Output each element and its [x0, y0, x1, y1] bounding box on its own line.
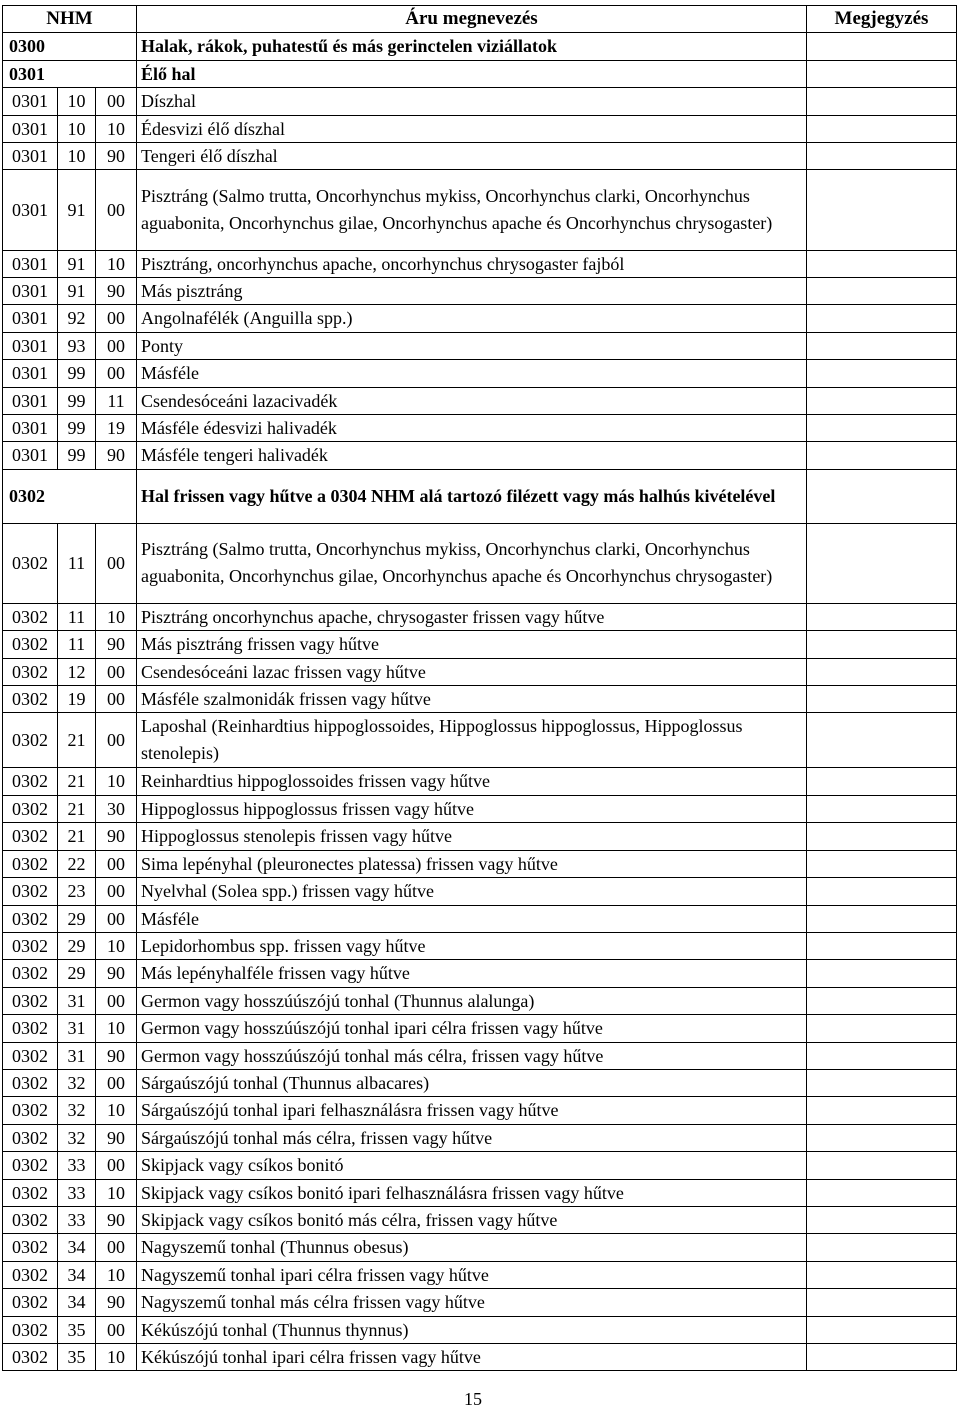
item-note: [807, 1015, 957, 1042]
nhm-code-detail: 10: [96, 250, 137, 277]
table-row: [3, 795, 957, 822]
item-description: Más lepényhalféle frissen vagy hűtve: [137, 960, 807, 987]
nhm-code-sub: 32: [58, 1097, 96, 1124]
nhm-code-head: 0302: [3, 1015, 58, 1042]
nhm-table: [2, 5, 957, 1371]
nhm-code-detail: 00: [96, 713, 137, 768]
table-row: [3, 1316, 957, 1343]
item-note: [807, 686, 957, 713]
nhm-code-sub: 29: [58, 905, 96, 932]
item-description: Germon vagy hosszúúszójú tonhal ipari célra frissen vagy hűtve: [137, 1015, 807, 1042]
nhm-code-sub: 12: [58, 658, 96, 685]
nhm-code-head: 0302: [3, 878, 58, 905]
table-row: [3, 850, 957, 877]
nhm-code-detail: 00: [96, 1152, 137, 1179]
nhm-code-sub: 33: [58, 1152, 96, 1179]
nhm-code-head: 0302: [3, 686, 58, 713]
nhm-code-head: 0302: [3, 960, 58, 987]
nhm-code-sub: 35: [58, 1316, 96, 1343]
nhm-code-detail: 00: [96, 1234, 137, 1261]
item-note: [807, 1206, 957, 1233]
item-description: Más pisztráng frissen vagy hűtve: [137, 631, 807, 658]
nhm-code-detail: 90: [96, 960, 137, 987]
nhm-code-detail: 00: [96, 987, 137, 1014]
nhm-code-sub: 34: [58, 1289, 96, 1316]
item-description: Nagyszemű tonhal (Thunnus obesus): [137, 1234, 807, 1261]
item-note: [807, 1261, 957, 1288]
nhm-code: 0301: [3, 60, 137, 87]
nhm-code-sub: 92: [58, 305, 96, 332]
item-description: Halak, rákok, puhatestű és más gerinctelen viziállatok: [137, 33, 807, 60]
nhm-code-sub: 29: [58, 932, 96, 959]
table-body: [3, 33, 957, 1371]
nhm-code-head: 0302: [3, 1344, 58, 1371]
header-description: Áru megnevezés: [137, 6, 807, 33]
nhm-code-head: 0302: [3, 795, 58, 822]
item-description: Nagyszemű tonhal más célra frissen vagy hűtve: [137, 1289, 807, 1316]
nhm-code-detail: 00: [96, 658, 137, 685]
nhm-code-head: 0301: [3, 88, 58, 115]
item-description: Édesvizi élő díszhal: [137, 115, 807, 142]
nhm-code-head: 0301: [3, 250, 58, 277]
nhm-code-sub: 21: [58, 823, 96, 850]
table-row: [3, 387, 957, 414]
nhm-code-head: 0302: [3, 1152, 58, 1179]
nhm-code-detail: 00: [96, 170, 137, 250]
nhm-code-head: 0302: [3, 1206, 58, 1233]
nhm-code-head: 0302: [3, 603, 58, 630]
item-description: Másféle: [137, 360, 807, 387]
item-note: [807, 415, 957, 442]
nhm-code-head: 0302: [3, 850, 58, 877]
item-description: Sárgaúszójú tonhal ipari felhasználásra frissen vagy hűtve: [137, 1097, 807, 1124]
item-note: [807, 115, 957, 142]
page-number: 15: [464, 1389, 482, 1409]
item-description: Más pisztráng: [137, 278, 807, 305]
item-note: [807, 360, 957, 387]
nhm-code-detail: 10: [96, 115, 137, 142]
item-description: Reinhardtius hippoglossoides frissen vagy hűtve: [137, 768, 807, 795]
table-row: [3, 1261, 957, 1288]
table-row: [3, 1179, 957, 1206]
nhm-code-sub: 99: [58, 415, 96, 442]
nhm-code-head: 0302: [3, 523, 58, 603]
table-row: [3, 905, 957, 932]
nhm-code-head: 0302: [3, 1179, 58, 1206]
item-description: Másféle tengeri halivadék: [137, 442, 807, 469]
item-description: Pisztráng, oncorhynchus apache, oncorhynchus chrysogaster fajból: [137, 250, 807, 277]
item-note: [807, 332, 957, 359]
nhm-code-sub: 23: [58, 878, 96, 905]
nhm-code-head: 0302: [3, 905, 58, 932]
table-row: [3, 631, 957, 658]
nhm-code-detail: 00: [96, 1316, 137, 1343]
table-row: [3, 469, 957, 523]
item-note: [807, 143, 957, 170]
table-row: [3, 823, 957, 850]
item-note: [807, 1179, 957, 1206]
item-note: [807, 603, 957, 630]
item-note: [807, 795, 957, 822]
table-row: [3, 88, 957, 115]
nhm-code-sub: 93: [58, 332, 96, 359]
table-row: [3, 415, 957, 442]
nhm-code-head: 0302: [3, 1069, 58, 1096]
table-row: [3, 768, 957, 795]
item-description: Laposhal (Reinhardtius hippoglossoides, Hippoglossus hippoglossus, Hippoglossus stenolepis): [137, 713, 807, 768]
nhm-code-head: 0301: [3, 278, 58, 305]
table-row: [3, 442, 957, 469]
item-note: [807, 713, 957, 768]
item-description: Tengeri élő díszhal: [137, 143, 807, 170]
item-description: Kékúszójú tonhal (Thunnus thynnus): [137, 1316, 807, 1343]
nhm-code-sub: 19: [58, 686, 96, 713]
nhm-code-head: 0301: [3, 387, 58, 414]
item-description: Skipjack vagy csíkos bonitó más célra, frissen vagy hűtve: [137, 1206, 807, 1233]
nhm-code-detail: 90: [96, 1289, 137, 1316]
nhm-code-sub: 31: [58, 987, 96, 1014]
item-note: [807, 905, 957, 932]
item-note: [807, 1152, 957, 1179]
item-description: Hal frissen vagy hűtve a 0304 NHM alá tartozó filézett vagy más halhús kivételével: [137, 469, 807, 523]
item-description: Másféle: [137, 905, 807, 932]
nhm-code-detail: 90: [96, 1206, 137, 1233]
item-description: Csendesóceáni lazac frissen vagy hűtve: [137, 658, 807, 685]
nhm-code-sub: 31: [58, 1042, 96, 1069]
table-row: [3, 305, 957, 332]
nhm-code-detail: 90: [96, 1042, 137, 1069]
item-note: [807, 1316, 957, 1343]
table-row: [3, 658, 957, 685]
table-row: [3, 1206, 957, 1233]
item-note: [807, 170, 957, 250]
nhm-code-detail: 00: [96, 360, 137, 387]
item-note: [807, 1042, 957, 1069]
table-row: [3, 1124, 957, 1151]
item-note: [807, 932, 957, 959]
nhm-code-head: 0302: [3, 1261, 58, 1288]
item-description: Lepidorhombus spp. frissen vagy hűtve: [137, 932, 807, 959]
item-description: Nagyszemű tonhal ipari célra frissen vagy hűtve: [137, 1261, 807, 1288]
table-row: [3, 278, 957, 305]
table-row: [3, 713, 957, 768]
nhm-code-head: 0302: [3, 631, 58, 658]
nhm-code-head: 0302: [3, 1234, 58, 1261]
table-row: [3, 1069, 957, 1096]
item-note: [807, 823, 957, 850]
nhm-code-sub: 11: [58, 603, 96, 630]
nhm-code-sub: 11: [58, 631, 96, 658]
table-row: [3, 987, 957, 1014]
item-note: [807, 987, 957, 1014]
nhm-code-sub: 32: [58, 1069, 96, 1096]
nhm-code-detail: 10: [96, 1179, 137, 1206]
nhm-code-head: 0301: [3, 170, 58, 250]
table-row: [3, 60, 957, 87]
item-note: [807, 1097, 957, 1124]
nhm-code-head: 0302: [3, 987, 58, 1014]
nhm-code-detail: 00: [96, 332, 137, 359]
item-note: [807, 631, 957, 658]
table-row: [3, 360, 957, 387]
item-note: [807, 960, 957, 987]
item-note: [807, 250, 957, 277]
nhm-code-sub: 10: [58, 88, 96, 115]
nhm-code-head: 0301: [3, 332, 58, 359]
table-row: [3, 1097, 957, 1124]
nhm-code-head: 0302: [3, 932, 58, 959]
nhm-code-sub: 99: [58, 442, 96, 469]
nhm-code-detail: 00: [96, 850, 137, 877]
item-description: Díszhal: [137, 88, 807, 115]
item-description: Pisztráng (Salmo trutta, Oncorhynchus mykiss, Oncorhynchus clarki, Oncorhynchus aguabonita, Oncorhynchus gilae, Oncorhynchus apache és Oncorhynchus chrysogaster): [137, 523, 807, 603]
nhm-code-sub: 34: [58, 1261, 96, 1288]
nhm-code-sub: 91: [58, 250, 96, 277]
table-row: [3, 878, 957, 905]
nhm-code-detail: 90: [96, 1124, 137, 1151]
nhm-code-detail: 11: [96, 387, 137, 414]
table-row: [3, 1042, 957, 1069]
nhm-code-head: 0302: [3, 768, 58, 795]
item-description: Élő hal: [137, 60, 807, 87]
item-description: Másféle édesvizi halivadék: [137, 415, 807, 442]
table-row: [3, 33, 957, 60]
item-note: [807, 305, 957, 332]
nhm-code-sub: 11: [58, 523, 96, 603]
item-note: [807, 1069, 957, 1096]
nhm-code-detail: 00: [96, 686, 137, 713]
item-description: Kékúszójú tonhal ipari célra frissen vagy hűtve: [137, 1344, 807, 1371]
nhm-code-sub: 31: [58, 1015, 96, 1042]
table-row: [3, 603, 957, 630]
item-note: [807, 469, 957, 523]
nhm-code-detail: 90: [96, 442, 137, 469]
nhm-code-head: 0302: [3, 1289, 58, 1316]
item-note: [807, 88, 957, 115]
item-description: Sima lepényhal (pleuronectes platessa) frissen vagy hűtve: [137, 850, 807, 877]
nhm-code-sub: 29: [58, 960, 96, 987]
table-row: [3, 932, 957, 959]
nhm-code-head: 0302: [3, 713, 58, 768]
item-note: [807, 878, 957, 905]
item-note: [807, 442, 957, 469]
table-row: [3, 143, 957, 170]
nhm-code-sub: 91: [58, 170, 96, 250]
item-description: Másféle szalmonidák frissen vagy hűtve: [137, 686, 807, 713]
item-description: Pisztráng oncorhynchus apache, chrysogaster frissen vagy hűtve: [137, 603, 807, 630]
table-row: [3, 170, 957, 250]
header-note: Megjegyzés: [807, 6, 957, 33]
nhm-code-detail: 00: [96, 905, 137, 932]
nhm-code-head: 0302: [3, 823, 58, 850]
nhm-code-detail: 10: [96, 1097, 137, 1124]
table-row: [3, 1015, 957, 1042]
table-row: [3, 332, 957, 359]
nhm-code-detail: 90: [96, 143, 137, 170]
item-description: Csendesóceáni lazacivadék: [137, 387, 807, 414]
item-description: Skipjack vagy csíkos bonitó: [137, 1152, 807, 1179]
item-note: [807, 387, 957, 414]
nhm-code-sub: 33: [58, 1206, 96, 1233]
table-row: [3, 960, 957, 987]
item-description: Skipjack vagy csíkos bonitó ipari felhasználásra frissen vagy hűtve: [137, 1179, 807, 1206]
item-description: Nyelvhal (Solea spp.) frissen vagy hűtve: [137, 878, 807, 905]
table-row: [3, 523, 957, 603]
nhm-code-sub: 21: [58, 768, 96, 795]
nhm-code: 0300: [3, 33, 137, 60]
nhm-code-detail: 10: [96, 1015, 137, 1042]
nhm-code-head: 0301: [3, 305, 58, 332]
nhm-code-detail: 00: [96, 523, 137, 603]
nhm-code-detail: 90: [96, 278, 137, 305]
nhm-code-detail: 19: [96, 415, 137, 442]
nhm-code-detail: 10: [96, 1261, 137, 1288]
nhm-code-sub: 34: [58, 1234, 96, 1261]
item-note: [807, 60, 957, 87]
nhm-code-detail: 90: [96, 631, 137, 658]
nhm-code-sub: 10: [58, 115, 96, 142]
item-description: Angolnafélék (Anguilla spp.): [137, 305, 807, 332]
table-row: [3, 1234, 957, 1261]
item-note: [807, 523, 957, 603]
nhm-code-head: 0301: [3, 115, 58, 142]
header-nhm: NHM: [3, 6, 137, 33]
nhm-code-detail: 00: [96, 1069, 137, 1096]
item-note: [807, 768, 957, 795]
item-note: [807, 278, 957, 305]
nhm-code-sub: 21: [58, 795, 96, 822]
nhm-code-sub: 99: [58, 387, 96, 414]
nhm-code-detail: 90: [96, 823, 137, 850]
nhm-code-head: 0301: [3, 360, 58, 387]
nhm-code-sub: 21: [58, 713, 96, 768]
nhm-code-detail: 00: [96, 878, 137, 905]
nhm-code-head: 0302: [3, 1124, 58, 1151]
nhm-code-head: 0301: [3, 442, 58, 469]
item-description: Sárgaúszójú tonhal (Thunnus albacares): [137, 1069, 807, 1096]
nhm-code-detail: 30: [96, 795, 137, 822]
nhm-code-detail: 00: [96, 88, 137, 115]
nhm-code-sub: 99: [58, 360, 96, 387]
nhm-code-head: 0302: [3, 658, 58, 685]
nhm-code-head: 0302: [3, 1316, 58, 1343]
item-description: Sárgaúszójú tonhal más célra, frissen vagy hűtve: [137, 1124, 807, 1151]
nhm-code: 0302: [3, 469, 137, 523]
item-note: [807, 1289, 957, 1316]
item-description: Germon vagy hosszúúszójú tonhal (Thunnus alalunga): [137, 987, 807, 1014]
table-row: [3, 1152, 957, 1179]
item-note: [807, 658, 957, 685]
nhm-code-head: 0301: [3, 415, 58, 442]
nhm-code-sub: 91: [58, 278, 96, 305]
item-description: Pisztráng (Salmo trutta, Oncorhynchus mykiss, Oncorhynchus clarki, Oncorhynchus aguabonita, Oncorhynchus gilae, Oncorhynchus apache és Oncorhynchus chrysogaster): [137, 170, 807, 250]
nhm-code-sub: 32: [58, 1124, 96, 1151]
nhm-code-sub: 10: [58, 143, 96, 170]
item-note: [807, 33, 957, 60]
table-row: [3, 1289, 957, 1316]
table-row: [3, 115, 957, 142]
nhm-code-detail: 10: [96, 603, 137, 630]
item-description: Germon vagy hosszúúszójú tonhal más célra, frissen vagy hűtve: [137, 1042, 807, 1069]
item-note: [807, 1124, 957, 1151]
item-note: [807, 850, 957, 877]
nhm-code-head: 0302: [3, 1097, 58, 1124]
nhm-code-sub: 33: [58, 1179, 96, 1206]
nhm-code-sub: 35: [58, 1344, 96, 1371]
table-header-row: [3, 6, 957, 33]
nhm-code-detail: 10: [96, 1344, 137, 1371]
item-description: Ponty: [137, 332, 807, 359]
item-description: Hippoglossus hippoglossus frissen vagy hűtve: [137, 795, 807, 822]
nhm-code-detail: 10: [96, 932, 137, 959]
table-row: [3, 250, 957, 277]
nhm-code-head: 0302: [3, 1042, 58, 1069]
nhm-code-detail: 00: [96, 305, 137, 332]
table-row: [3, 686, 957, 713]
item-note: [807, 1234, 957, 1261]
item-description: Hippoglossus stenolepis frissen vagy hűtve: [137, 823, 807, 850]
nhm-code-head: 0301: [3, 143, 58, 170]
table-row: [3, 1344, 957, 1371]
nhm-code-sub: 22: [58, 850, 96, 877]
nhm-code-detail: 10: [96, 768, 137, 795]
item-note: [807, 1344, 957, 1371]
